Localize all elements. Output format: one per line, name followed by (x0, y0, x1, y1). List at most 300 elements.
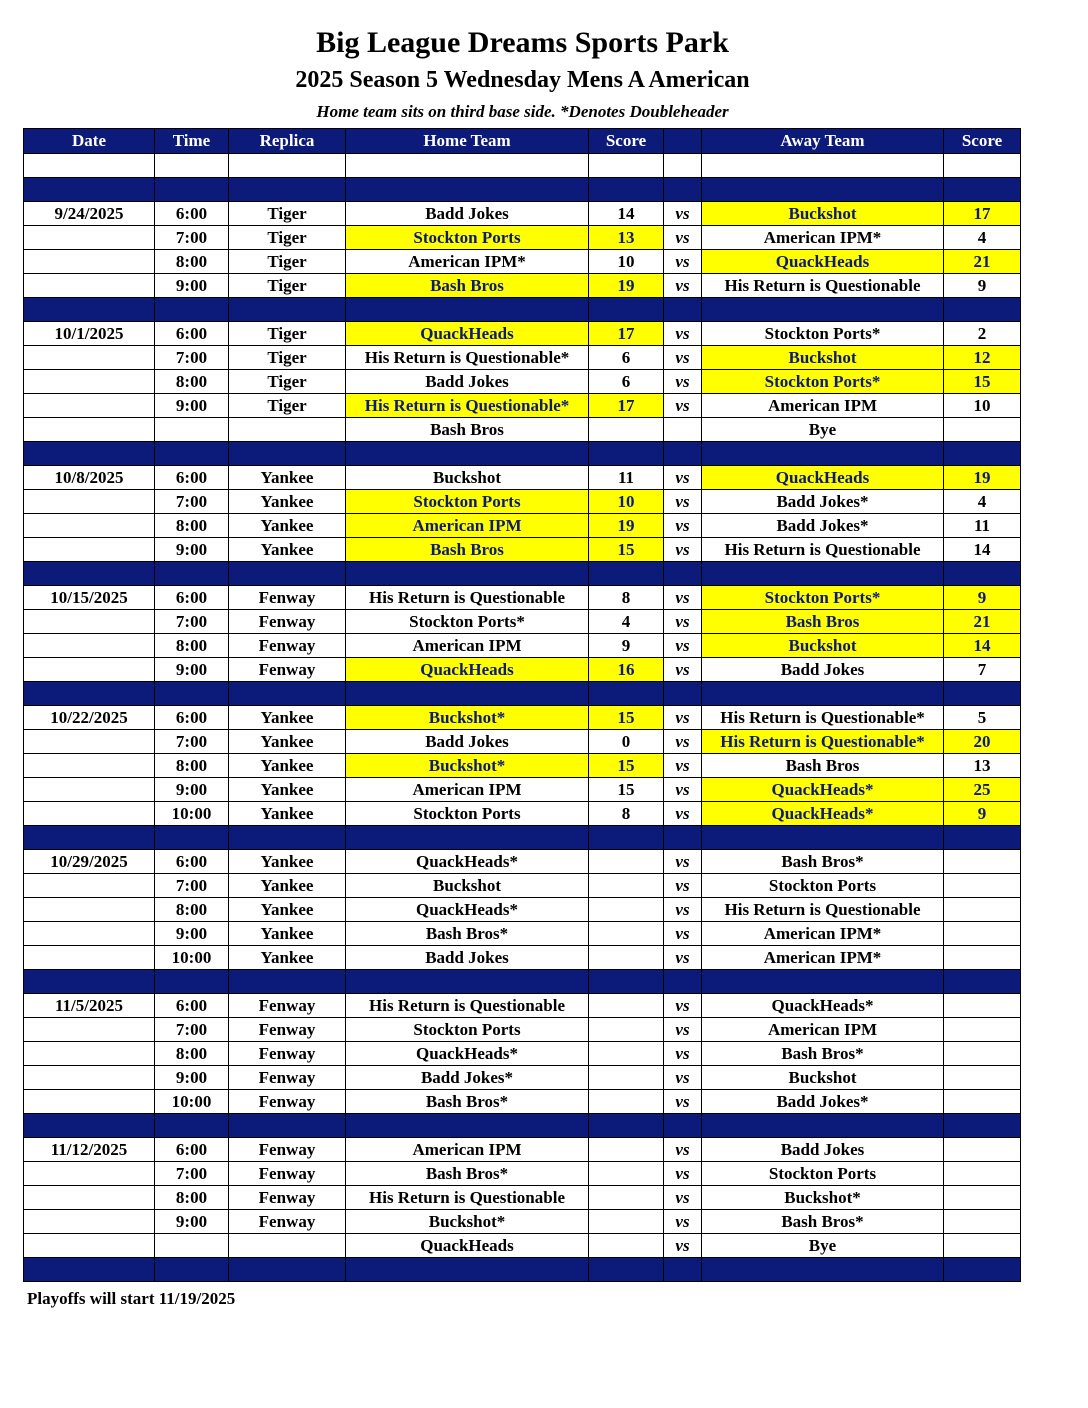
game-row (24, 1138, 1021, 1162)
date-cell: 10/1/2025 (24, 322, 155, 346)
vs-cell: vs (664, 658, 702, 682)
game-row (24, 370, 1021, 394)
col-header-away-team: Away Team (702, 129, 944, 154)
vs-cell: vs (664, 730, 702, 754)
empty-cell (702, 1258, 944, 1282)
game-row (24, 346, 1021, 370)
vs-cell: vs (664, 274, 702, 298)
time-cell (155, 1234, 229, 1258)
vs-cell: vs (664, 946, 702, 970)
time-cell: 9:00 (155, 1210, 229, 1234)
replica-cell: Tiger (229, 394, 346, 418)
replica-cell: Yankee (229, 898, 346, 922)
time-cell: 9:00 (155, 274, 229, 298)
game-row (24, 418, 1021, 442)
vs-cell: vs (664, 514, 702, 538)
replica-cell: Yankee (229, 778, 346, 802)
home-team-cell: Bash Bros* (346, 922, 589, 946)
replica-cell: Tiger (229, 202, 346, 226)
away-score-cell (944, 1042, 1021, 1066)
separator-row (24, 442, 1021, 466)
home-team-cell: QuackHeads (346, 1234, 589, 1258)
away-team-cell: QuackHeads* (702, 994, 944, 1018)
time-cell: 8:00 (155, 898, 229, 922)
time-cell: 6:00 (155, 202, 229, 226)
away-team-cell: Badd Jokes* (702, 1090, 944, 1114)
empty-cell (155, 562, 229, 586)
replica-cell: Tiger (229, 346, 346, 370)
replica-cell: Tiger (229, 274, 346, 298)
time-cell: 7:00 (155, 874, 229, 898)
home-team-cell: Stockton Ports (346, 226, 589, 250)
date-cell: 10/29/2025 (24, 850, 155, 874)
replica-cell: Tiger (229, 226, 346, 250)
time-cell: 7:00 (155, 226, 229, 250)
away-score-cell (944, 1138, 1021, 1162)
time-cell: 7:00 (155, 490, 229, 514)
home-team-cell: Buckshot* (346, 754, 589, 778)
away-team-cell: QuackHeads (702, 466, 944, 490)
time-cell: 7:00 (155, 1018, 229, 1042)
date-cell (24, 1090, 155, 1114)
empty-cell (944, 1114, 1021, 1138)
replica-cell: Yankee (229, 490, 346, 514)
vs-cell (664, 418, 702, 442)
home-team-cell: His Return is Questionable* (346, 346, 589, 370)
vs-cell: vs (664, 202, 702, 226)
home-team-cell: His Return is Questionable (346, 994, 589, 1018)
replica-cell: Fenway (229, 1090, 346, 1114)
replica-cell: Tiger (229, 370, 346, 394)
date-cell (24, 922, 155, 946)
game-row (24, 1234, 1021, 1258)
empty-cell (24, 1114, 155, 1138)
empty-cell (346, 442, 589, 466)
home-score-cell: 11 (589, 466, 664, 490)
separator-row (24, 970, 1021, 994)
empty-cell (664, 970, 702, 994)
home-team-cell: American IPM (346, 778, 589, 802)
empty-cell (944, 970, 1021, 994)
time-cell: 8:00 (155, 370, 229, 394)
vs-cell: vs (664, 1066, 702, 1090)
game-row (24, 202, 1021, 226)
vs-cell: vs (664, 778, 702, 802)
home-team-cell: Bash Bros (346, 418, 589, 442)
game-row (24, 706, 1021, 730)
home-team-cell: QuackHeads* (346, 850, 589, 874)
away-team-cell: Badd Jokes* (702, 514, 944, 538)
empty-cell (24, 562, 155, 586)
date-cell (24, 1210, 155, 1234)
game-row (24, 610, 1021, 634)
home-team-cell: His Return is Questionable* (346, 394, 589, 418)
time-cell: 8:00 (155, 250, 229, 274)
game-row (24, 1042, 1021, 1066)
home-score-cell (589, 1138, 664, 1162)
away-score-cell (944, 1018, 1021, 1042)
home-team-cell: Stockton Ports* (346, 610, 589, 634)
home-team-cell: Buckshot (346, 874, 589, 898)
empty-cell (702, 298, 944, 322)
replica-cell: Fenway (229, 658, 346, 682)
empty-cell (589, 178, 664, 202)
away-team-cell: QuackHeads* (702, 802, 944, 826)
away-score-cell: 4 (944, 226, 1021, 250)
empty-cell (664, 298, 702, 322)
empty-cell (24, 970, 155, 994)
home-team-cell: Stockton Ports (346, 1018, 589, 1042)
empty-cell (589, 1258, 664, 1282)
replica-cell: Fenway (229, 1066, 346, 1090)
empty-cell (589, 154, 664, 178)
away-score-cell (944, 946, 1021, 970)
home-team-cell: Bash Bros (346, 538, 589, 562)
game-row (24, 250, 1021, 274)
replica-cell: Fenway (229, 1042, 346, 1066)
game-row (24, 1066, 1021, 1090)
vs-cell: vs (664, 754, 702, 778)
empty-cell (155, 442, 229, 466)
away-team-cell: Buckshot (702, 202, 944, 226)
replica-cell: Fenway (229, 1210, 346, 1234)
col-header-replica: Replica (229, 129, 346, 154)
home-score-cell: 6 (589, 346, 664, 370)
empty-cell (229, 970, 346, 994)
time-cell: 9:00 (155, 538, 229, 562)
time-cell: 6:00 (155, 994, 229, 1018)
home-score-cell (589, 1018, 664, 1042)
date-cell: 9/24/2025 (24, 202, 155, 226)
time-cell: 8:00 (155, 754, 229, 778)
empty-cell (702, 178, 944, 202)
game-row (24, 850, 1021, 874)
empty-cell (944, 298, 1021, 322)
game-row (24, 1090, 1021, 1114)
empty-cell (229, 1258, 346, 1282)
replica-cell: Tiger (229, 322, 346, 346)
replica-cell: Yankee (229, 730, 346, 754)
home-team-cell: Stockton Ports (346, 490, 589, 514)
home-score-cell: 10 (589, 490, 664, 514)
col-header-time: Time (155, 129, 229, 154)
separator-row (24, 826, 1021, 850)
separator-row (24, 562, 1021, 586)
vs-cell: vs (664, 706, 702, 730)
separator-row (24, 178, 1021, 202)
empty-cell (346, 298, 589, 322)
replica-cell: Yankee (229, 514, 346, 538)
away-score-cell (944, 1186, 1021, 1210)
vs-cell: vs (664, 394, 702, 418)
away-score-cell: 25 (944, 778, 1021, 802)
time-cell: 9:00 (155, 778, 229, 802)
away-score-cell: 14 (944, 634, 1021, 658)
time-cell: 6:00 (155, 706, 229, 730)
replica-cell: Fenway (229, 1018, 346, 1042)
away-score-cell: 19 (944, 466, 1021, 490)
empty-cell (229, 562, 346, 586)
game-row (24, 490, 1021, 514)
date-cell (24, 778, 155, 802)
away-team-cell: Badd Jokes* (702, 490, 944, 514)
vs-cell: vs (664, 586, 702, 610)
away-team-cell: QuackHeads (702, 250, 944, 274)
away-score-cell: 5 (944, 706, 1021, 730)
empty-cell (155, 1258, 229, 1282)
away-team-cell: Stockton Ports* (702, 322, 944, 346)
away-team-cell: Buckshot (702, 1066, 944, 1090)
game-row (24, 274, 1021, 298)
away-team-cell: Stockton Ports (702, 1162, 944, 1186)
game-row (24, 658, 1021, 682)
game-row (24, 1018, 1021, 1042)
time-cell: 10:00 (155, 802, 229, 826)
away-team-cell: Badd Jokes (702, 1138, 944, 1162)
empty-cell (944, 826, 1021, 850)
col-header-away-score: Score (944, 129, 1021, 154)
empty-cell (24, 442, 155, 466)
home-score-cell: 17 (589, 394, 664, 418)
time-cell: 8:00 (155, 514, 229, 538)
home-score-cell: 10 (589, 250, 664, 274)
time-cell: 6:00 (155, 466, 229, 490)
home-score-cell: 15 (589, 706, 664, 730)
time-cell: 9:00 (155, 922, 229, 946)
away-team-cell: Buckshot* (702, 1186, 944, 1210)
vs-cell: vs (664, 1162, 702, 1186)
game-row (24, 1162, 1021, 1186)
vs-cell: vs (664, 322, 702, 346)
home-score-cell: 0 (589, 730, 664, 754)
away-score-cell: 9 (944, 274, 1021, 298)
away-score-cell: 10 (944, 394, 1021, 418)
game-row (24, 778, 1021, 802)
vs-cell: vs (664, 1234, 702, 1258)
home-score-cell (589, 922, 664, 946)
home-team-cell: Buckshot (346, 466, 589, 490)
empty-cell (346, 178, 589, 202)
time-cell: 8:00 (155, 634, 229, 658)
date-cell (24, 1162, 155, 1186)
away-score-cell: 21 (944, 250, 1021, 274)
away-score-cell (944, 898, 1021, 922)
away-score-cell: 9 (944, 586, 1021, 610)
away-score-cell: 2 (944, 322, 1021, 346)
vs-cell: vs (664, 802, 702, 826)
game-row (24, 466, 1021, 490)
date-cell: 11/12/2025 (24, 1138, 155, 1162)
empty-cell (155, 826, 229, 850)
vs-cell: vs (664, 922, 702, 946)
empty-cell (346, 970, 589, 994)
empty-cell (944, 1258, 1021, 1282)
empty-cell (346, 154, 589, 178)
empty-cell (664, 826, 702, 850)
date-cell (24, 658, 155, 682)
replica-cell: Fenway (229, 634, 346, 658)
date-cell (24, 1018, 155, 1042)
vs-cell: vs (664, 490, 702, 514)
date-cell (24, 490, 155, 514)
empty-cell (589, 1114, 664, 1138)
away-team-cell: American IPM* (702, 946, 944, 970)
time-cell (155, 418, 229, 442)
empty-cell (229, 178, 346, 202)
home-team-cell: QuackHeads (346, 658, 589, 682)
home-score-cell (589, 874, 664, 898)
away-team-cell: Buckshot (702, 634, 944, 658)
home-score-cell (589, 1210, 664, 1234)
empty-cell (229, 826, 346, 850)
empty-cell (664, 442, 702, 466)
playoffs-note: Playoffs will start 11/19/2025 (27, 1289, 236, 1308)
date-cell: 10/22/2025 (24, 706, 155, 730)
home-score-cell: 15 (589, 754, 664, 778)
date-cell (24, 730, 155, 754)
separator-row (24, 682, 1021, 706)
schedule-body (24, 154, 1021, 1282)
separator-row (24, 298, 1021, 322)
empty-cell (664, 1114, 702, 1138)
empty-cell (155, 682, 229, 706)
time-cell: 9:00 (155, 658, 229, 682)
page-title: Big League Dreams Sports Park (316, 26, 729, 59)
vs-cell: vs (664, 1090, 702, 1114)
replica-cell (229, 418, 346, 442)
away-team-cell: His Return is Questionable (702, 274, 944, 298)
empty-cell (229, 442, 346, 466)
home-score-cell: 19 (589, 514, 664, 538)
empty-cell (589, 442, 664, 466)
empty-cell (155, 1114, 229, 1138)
away-team-cell: American IPM (702, 394, 944, 418)
vs-cell: vs (664, 1210, 702, 1234)
time-cell: 9:00 (155, 1066, 229, 1090)
empty-cell (589, 826, 664, 850)
time-cell: 8:00 (155, 1186, 229, 1210)
game-row (24, 586, 1021, 610)
col-header-home-team: Home Team (346, 129, 589, 154)
time-cell: 8:00 (155, 1042, 229, 1066)
home-score-cell: 16 (589, 658, 664, 682)
away-team-cell: Stockton Ports (702, 874, 944, 898)
away-score-cell (944, 1162, 1021, 1186)
away-team-cell: Bye (702, 1234, 944, 1258)
date-cell: 10/15/2025 (24, 586, 155, 610)
empty-cell (589, 562, 664, 586)
away-team-cell: QuackHeads* (702, 778, 944, 802)
game-row (24, 874, 1021, 898)
away-team-cell: Bash Bros* (702, 1210, 944, 1234)
time-cell: 7:00 (155, 730, 229, 754)
away-score-cell: 13 (944, 754, 1021, 778)
date-cell (24, 274, 155, 298)
game-row (24, 538, 1021, 562)
home-score-cell: 6 (589, 370, 664, 394)
vs-cell: vs (664, 466, 702, 490)
empty-cell (664, 178, 702, 202)
separator-row (24, 1258, 1021, 1282)
replica-cell: Fenway (229, 994, 346, 1018)
game-row (24, 394, 1021, 418)
page-subtitle: 2025 Season 5 Wednesday Mens A American (295, 67, 750, 93)
schedule-table (23, 128, 1021, 1282)
away-team-cell: Bash Bros (702, 610, 944, 634)
empty-cell (702, 682, 944, 706)
replica-cell: Yankee (229, 538, 346, 562)
date-cell (24, 610, 155, 634)
vs-cell: vs (664, 1018, 702, 1042)
empty-cell (346, 1258, 589, 1282)
empty-cell (664, 154, 702, 178)
game-row (24, 922, 1021, 946)
home-score-cell: 19 (589, 274, 664, 298)
away-score-cell (944, 850, 1021, 874)
away-team-cell: Bash Bros* (702, 850, 944, 874)
away-score-cell: 20 (944, 730, 1021, 754)
vs-cell: vs (664, 874, 702, 898)
replica-cell: Fenway (229, 610, 346, 634)
date-cell (24, 1066, 155, 1090)
empty-cell (24, 682, 155, 706)
date-cell (24, 394, 155, 418)
home-score-cell (589, 1186, 664, 1210)
empty-cell (24, 1258, 155, 1282)
replica-cell: Fenway (229, 1162, 346, 1186)
replica-cell: Yankee (229, 466, 346, 490)
date-cell (24, 874, 155, 898)
vs-cell: vs (664, 250, 702, 274)
vs-cell: vs (664, 898, 702, 922)
date-cell (24, 898, 155, 922)
time-cell: 7:00 (155, 1162, 229, 1186)
date-cell (24, 634, 155, 658)
home-score-cell: 9 (589, 634, 664, 658)
replica-cell: Yankee (229, 802, 346, 826)
replica-cell: Yankee (229, 874, 346, 898)
time-cell: 6:00 (155, 850, 229, 874)
replica-cell: Fenway (229, 586, 346, 610)
empty-cell (702, 154, 944, 178)
date-cell (24, 346, 155, 370)
time-cell: 10:00 (155, 946, 229, 970)
away-score-cell (944, 922, 1021, 946)
empty-cell (702, 562, 944, 586)
home-score-cell: 15 (589, 778, 664, 802)
time-cell: 7:00 (155, 610, 229, 634)
replica-cell: Yankee (229, 946, 346, 970)
away-score-cell (944, 1210, 1021, 1234)
game-row (24, 226, 1021, 250)
away-score-cell: 9 (944, 802, 1021, 826)
date-cell (24, 370, 155, 394)
away-team-cell: His Return is Questionable* (702, 706, 944, 730)
date-cell (24, 538, 155, 562)
game-row (24, 634, 1021, 658)
away-score-cell: 7 (944, 658, 1021, 682)
separator-row (24, 1114, 1021, 1138)
replica-cell (229, 1234, 346, 1258)
game-row (24, 1186, 1021, 1210)
empty-cell (664, 682, 702, 706)
time-cell: 10:00 (155, 1090, 229, 1114)
date-cell: 11/5/2025 (24, 994, 155, 1018)
home-team-cell: QuackHeads* (346, 1042, 589, 1066)
col-header-home-score: Score (589, 129, 664, 154)
away-score-cell: 17 (944, 202, 1021, 226)
away-score-cell: 12 (944, 346, 1021, 370)
